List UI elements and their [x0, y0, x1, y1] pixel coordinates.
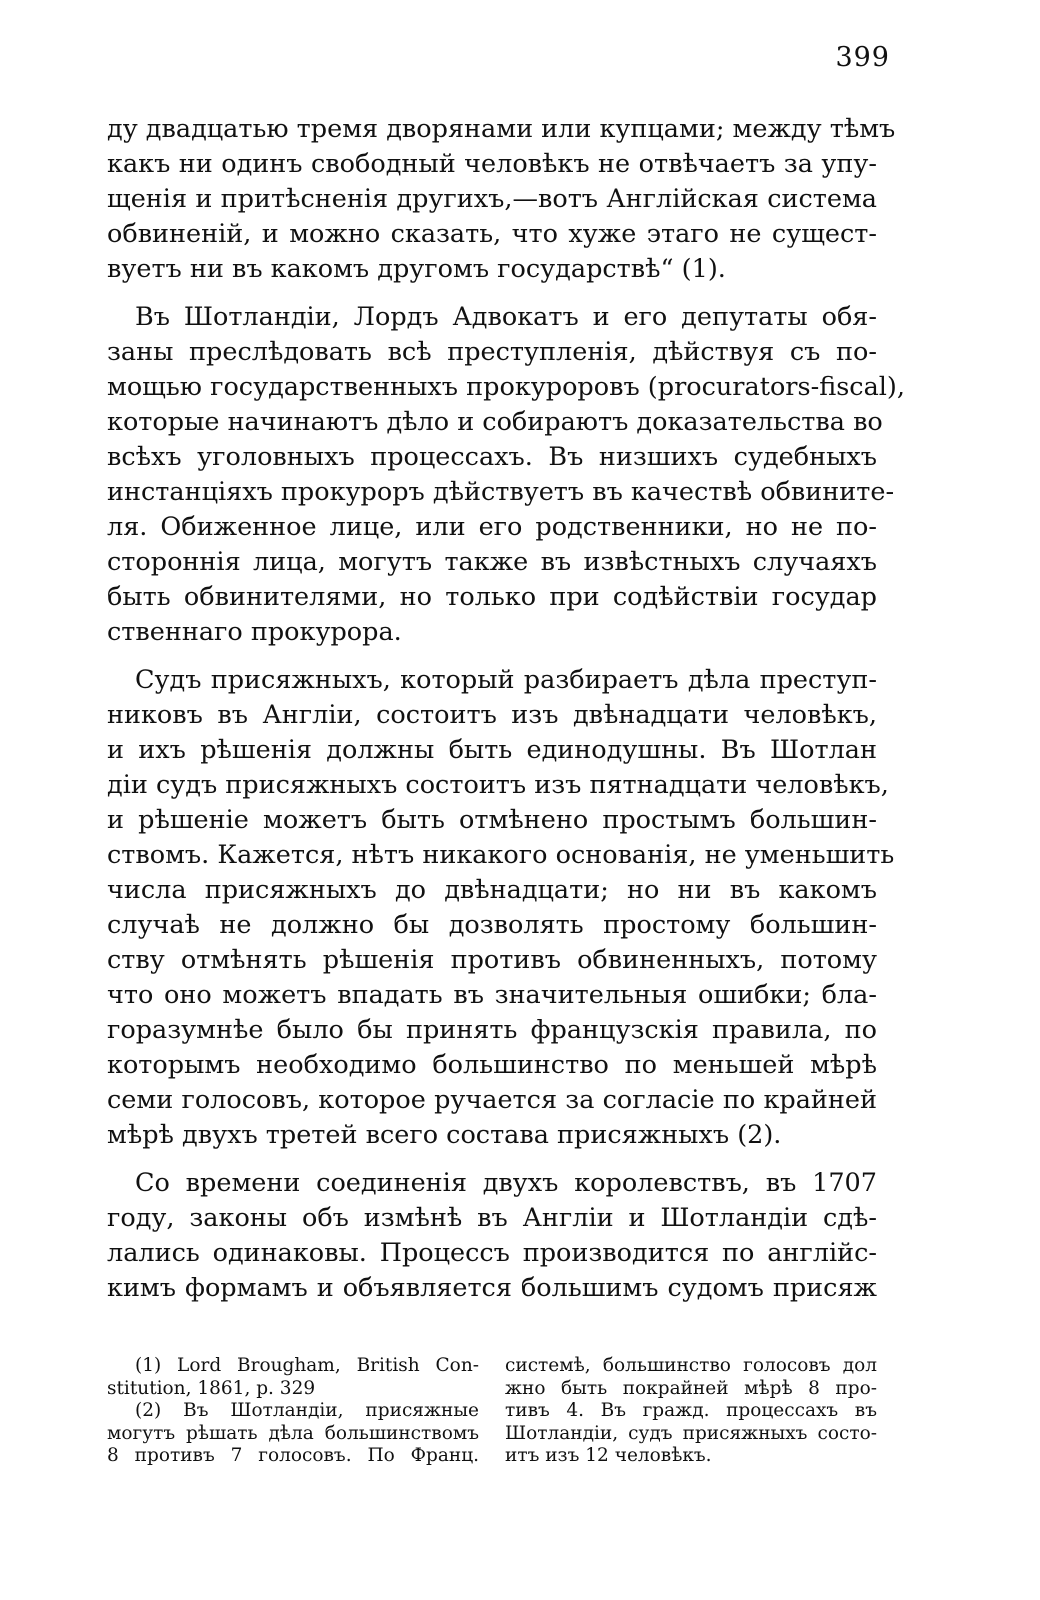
paragraph-2 [107, 300, 905, 650]
footnote-line: stitution, 1861, p. 329 [107, 1377, 316, 1399]
text-line: инстанціяхъ прокуроръ дѣйствуетъ въ качествѣ обвините- [107, 477, 895, 507]
paragraph-3 [107, 663, 895, 1153]
footnote-line: тивъ 4. Въ гражд. процессахъ въ [505, 1400, 877, 1421]
text-line: и ихъ рѣшенія должны быть единодушны. Въ Шотлан [107, 735, 877, 765]
text-line: діи судъ присяжныхъ состоитъ изъ пятнадцати человѣкъ, [107, 770, 889, 800]
text-line: ду двадцатью тремя дворянами или купцами; между тѣмъ [107, 114, 896, 144]
text-line: случаѣ не должно бы дозволять простому большин- [107, 910, 877, 940]
text-line: году, законы объ измѣнѣ въ Англіи и Шотландіи сдѣ- [107, 1203, 877, 1233]
footnote-line: могутъ рѣшать дѣла большинствомъ [107, 1422, 479, 1444]
page-number: 399 [835, 42, 890, 73]
paragraph-4 [107, 1166, 877, 1306]
body-text [107, 112, 905, 1306]
footnote-column-left [107, 1355, 479, 1468]
footnote-line: итъ изъ 12 человѣкъ. [505, 1445, 712, 1466]
text-line: семи голосовъ, которое ручается за согласіе по крайней [107, 1085, 877, 1115]
text-line: стороннія лица, могутъ также въ извѣстныхъ случаяхъ [107, 547, 877, 577]
text-line: какъ ни одинъ свободный человѣкъ не отвѣчаетъ за упу- [107, 149, 877, 179]
text-line: которые начинаютъ дѣло и собираютъ доказательства во [107, 407, 883, 437]
text-line: щенія и притѣсненія другихъ,—вотъ Англійская система [107, 184, 877, 214]
text-line: Судъ присяжныхъ, который разбираетъ дѣла преступ- [135, 665, 877, 695]
text-line: которымъ необходимо большинство по меньшей мѣрѣ [107, 1050, 877, 1080]
footnote-line: (1) Lord Brougham, British Con- [135, 1355, 479, 1376]
text-line: ля. Обиженное лице, или его родственники, но не по- [107, 512, 877, 542]
text-line: мощью государственныхъ прокуроровъ (procurators-fiscal), [107, 372, 905, 402]
text-line: горазумнѣе было бы принять французскія правила, по [107, 1015, 877, 1045]
footnote-line: 8 противъ 7 голосовъ. По Франц. [107, 1445, 479, 1466]
text-line: мѣрѣ двухъ третей всего состава присяжныхъ (2). [107, 1120, 782, 1150]
text-line: лались одинаковы. Процессъ производится по англійс- [107, 1238, 877, 1268]
text-line: и рѣшеніе можетъ быть отмѣнено простымъ большин- [107, 805, 877, 835]
text-line: ственнаго прокурора. [107, 617, 402, 647]
footnote-line: Шотландіи, судъ присяжныхъ состо- [505, 1422, 877, 1444]
text-line: что оно можетъ впадать въ значительныя ошибки; бла- [107, 980, 877, 1010]
text-line: быть обвинителями, но только при содѣйствіи государ [107, 582, 877, 612]
footnote-line: системѣ, большинство голосовъ дол [505, 1355, 877, 1376]
footnote-column-right [505, 1355, 877, 1468]
paragraph-1 [107, 112, 896, 287]
footnote-line: жно быть покрайней мѣрѣ 8 про- [505, 1377, 877, 1399]
text-line: заны преслѣдовать всѣ преступленія, дѣйствуя съ по- [107, 337, 877, 367]
text-line: ству отмѣнять рѣшенія противъ обвиненныхъ, потому [107, 945, 877, 975]
text-line: числа присяжныхъ до двѣнадцати; но ни въ какомъ [107, 875, 877, 905]
text-line: Въ Шотландіи, Лордъ Адвокатъ и его депутаты обя- [135, 302, 877, 332]
text-line: обвиненій, и можно сказать, что хуже этаго не сущест- [107, 219, 877, 249]
footnotes [107, 1355, 877, 1468]
text-line: никовъ въ Англіи, состоитъ изъ двѣнадцати человѣкъ, [107, 700, 877, 730]
text-line: Со времени соединенія двухъ королевствъ, въ 1707 [135, 1168, 877, 1198]
text-line: кимъ формамъ и объявляется большимъ судомъ присяж [107, 1273, 877, 1303]
text-line: всѣхъ уголовныхъ процессахъ. Въ низшихъ судебныхъ [107, 442, 877, 472]
text-line: вуетъ ни въ какомъ другомъ государствѣ“ (1). [107, 254, 726, 284]
text-line: ствомъ. Кажется, нѣтъ никакого основанія, не уменьшить [107, 840, 895, 870]
footnote-line: (2) Въ Шотландіи, присяжные [135, 1400, 479, 1421]
